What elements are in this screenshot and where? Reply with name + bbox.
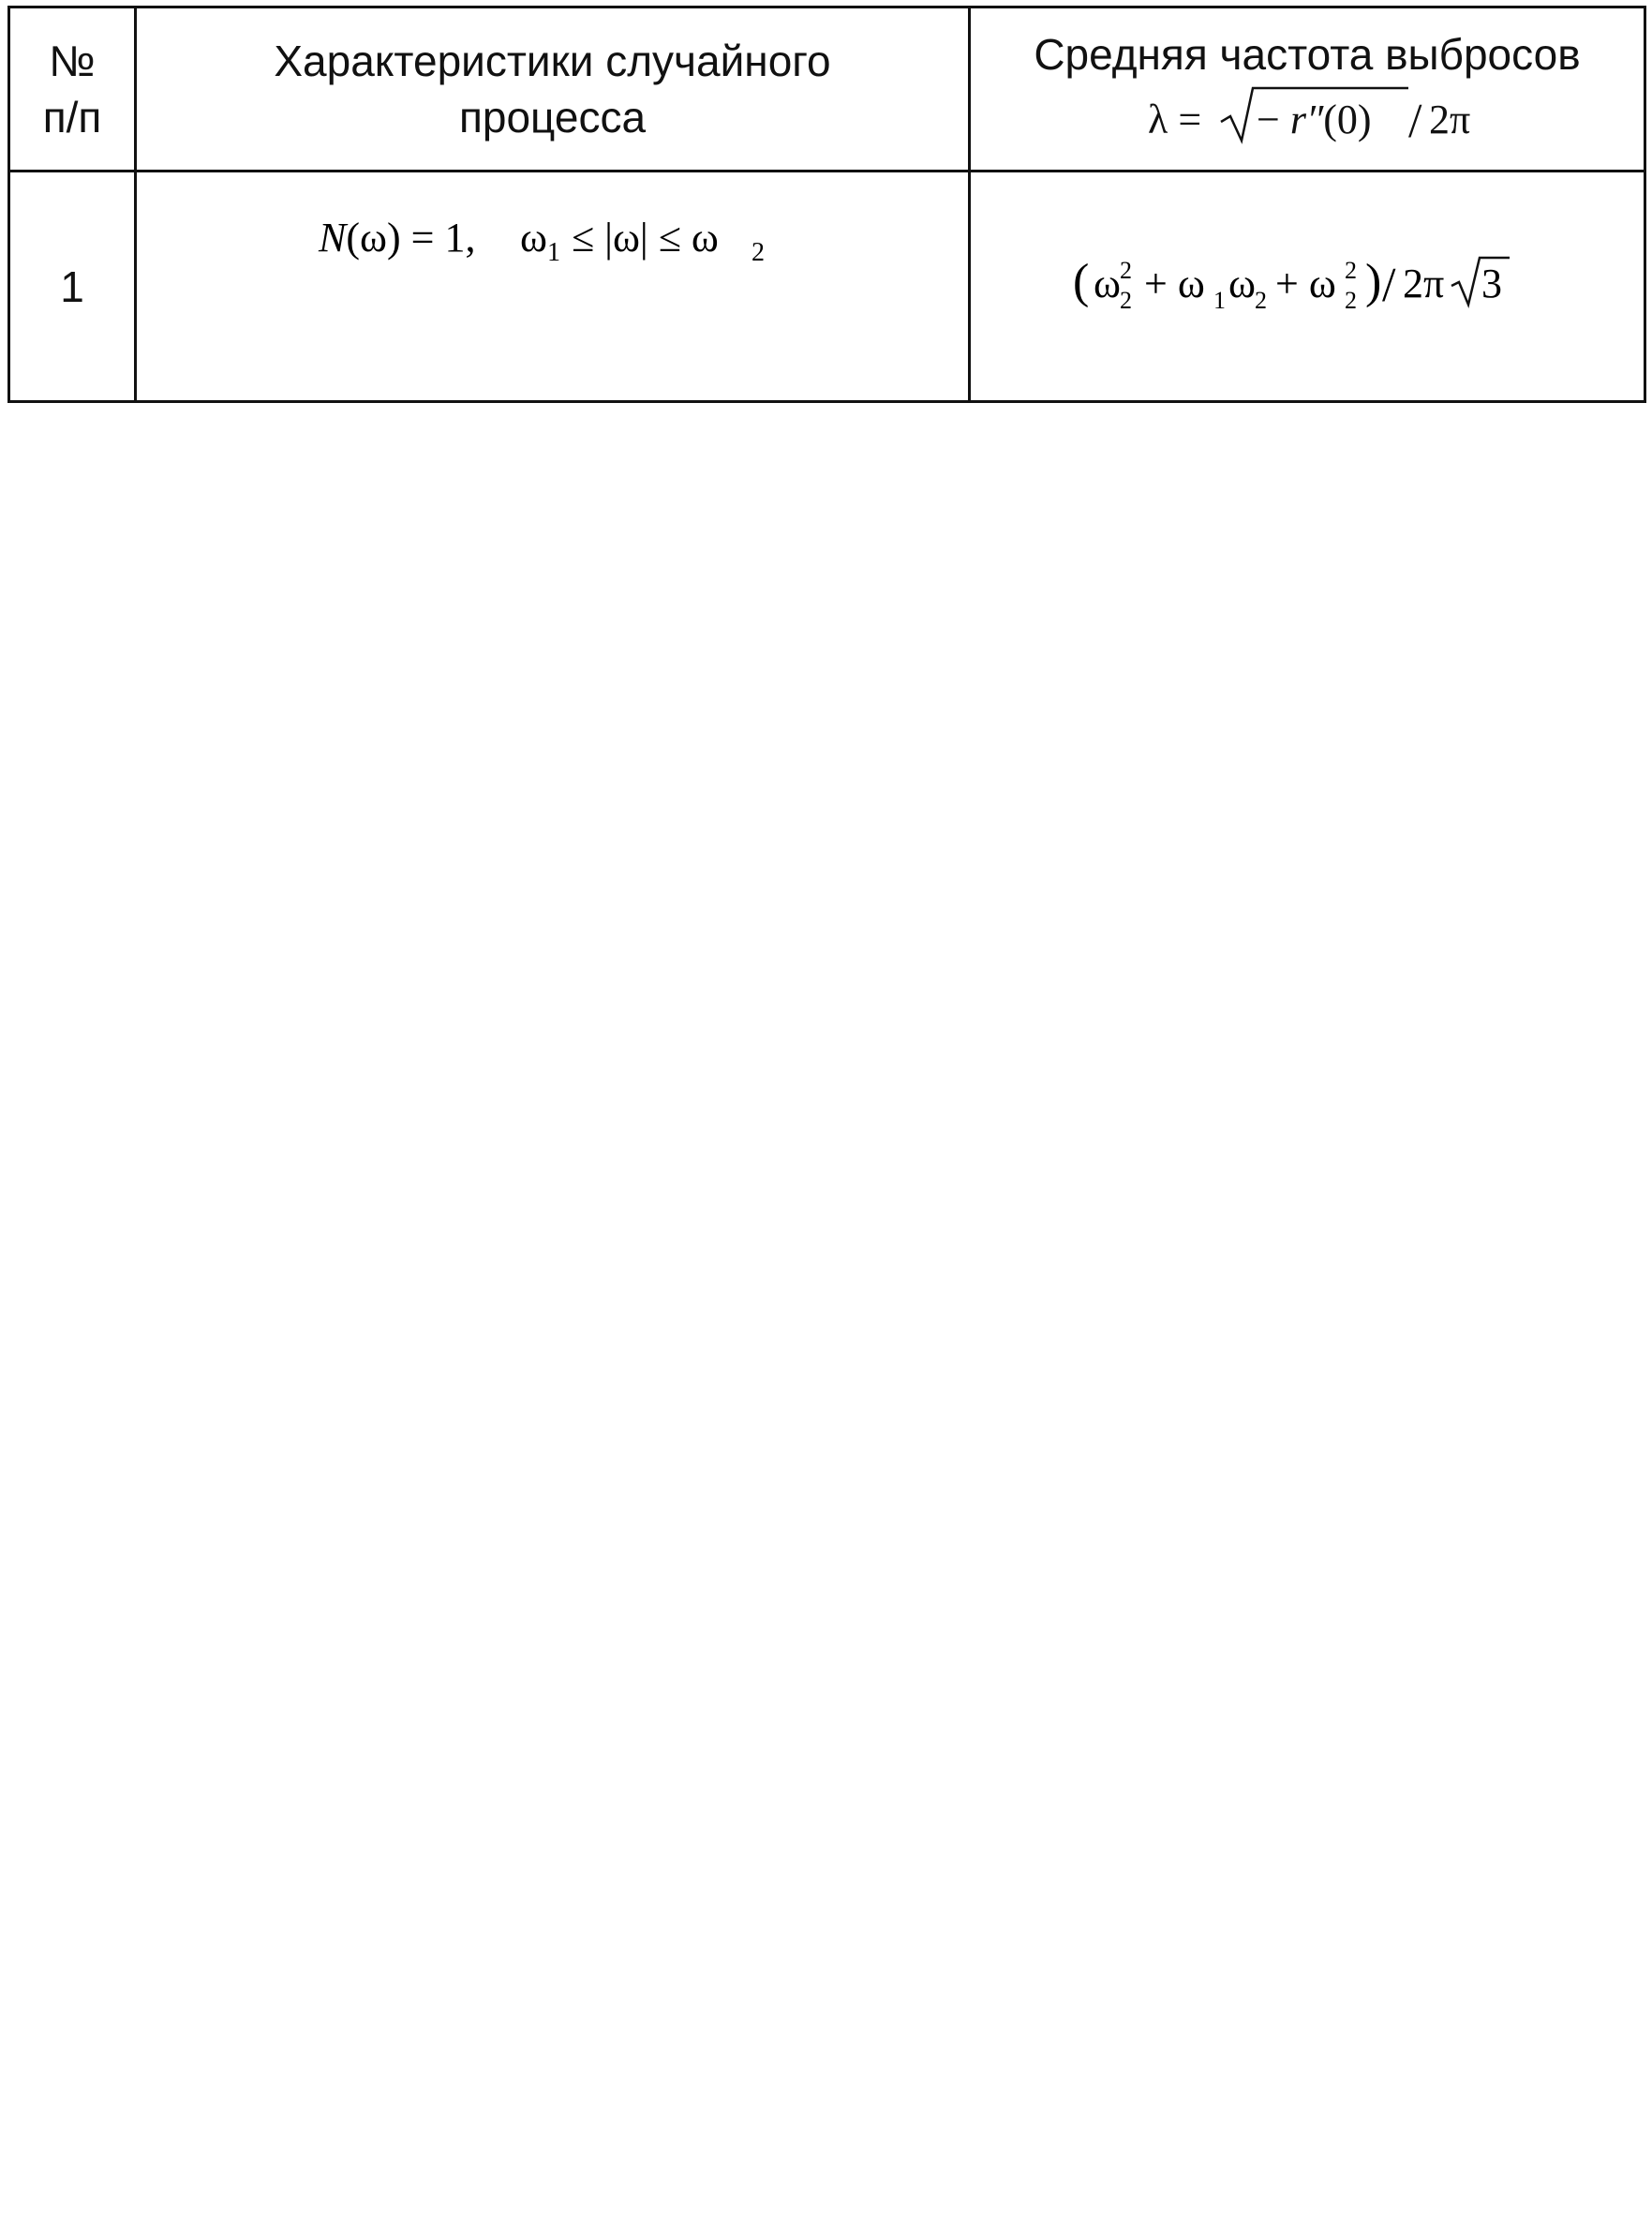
svg-text:− r″(0): − r″(0) <box>1257 97 1372 142</box>
header-number-cell <box>9 7 136 172</box>
header-frequency-formula <box>1110 82 1504 152</box>
header-characteristics-line1: Характеристики случайного <box>274 37 831 85</box>
row-number: 1 <box>9 172 136 402</box>
svg-text:2: 2 <box>1345 256 1357 284</box>
svg-text:ω: ω <box>519 214 547 261</box>
svg-text:ω: ω <box>1094 260 1121 306</box>
spectrum-formula <box>290 193 815 381</box>
svg-text:/: / <box>1382 258 1396 312</box>
svg-text:2: 2 <box>1120 286 1132 314</box>
table-header-row <box>9 7 1645 172</box>
svg-text:(: ( <box>1073 254 1090 308</box>
svg-text:/: / <box>1408 95 1422 148</box>
svg-text:3: 3 <box>1481 260 1502 306</box>
svg-text:≤ |ω| ≤ ω: ≤ |ω| ≤ ω <box>571 214 719 261</box>
svg-text:1: 1 <box>1213 286 1226 314</box>
row-frequency-cell <box>970 172 1645 402</box>
svg-text:): ) <box>1365 254 1382 308</box>
header-characteristics-cell <box>136 7 970 172</box>
header-frequency-cell <box>970 7 1645 172</box>
header-frequency-line1: Средняя частота выбросов <box>1034 30 1581 79</box>
header-characteristics-line2: процесса <box>458 93 647 142</box>
svg-text:2π: 2π <box>1429 97 1471 142</box>
formula-table <box>7 6 1646 403</box>
svg-text:2: 2 <box>1120 256 1132 284</box>
svg-text:+ ω: + ω <box>1144 260 1205 306</box>
svg-text:λ =: λ = <box>1148 97 1202 142</box>
svg-text:2: 2 <box>1345 286 1357 314</box>
header-number-abbrev: п/п <box>42 93 102 142</box>
svg-text:2π: 2π <box>1403 260 1445 306</box>
svg-text:2: 2 <box>1255 286 1267 314</box>
frequency-formula <box>1064 245 1551 329</box>
svg-text:2: 2 <box>751 237 765 267</box>
svg-text:+ ω: + ω <box>1275 260 1336 306</box>
table-row <box>9 172 1645 402</box>
row-characteristics-cell <box>136 172 970 402</box>
svg-text:ω: ω <box>1228 260 1256 306</box>
svg-text:1: 1 <box>546 237 560 267</box>
svg-text:N(ω) = 1,: N(ω) = 1, <box>318 214 475 261</box>
header-number-symbol: № <box>49 37 96 85</box>
